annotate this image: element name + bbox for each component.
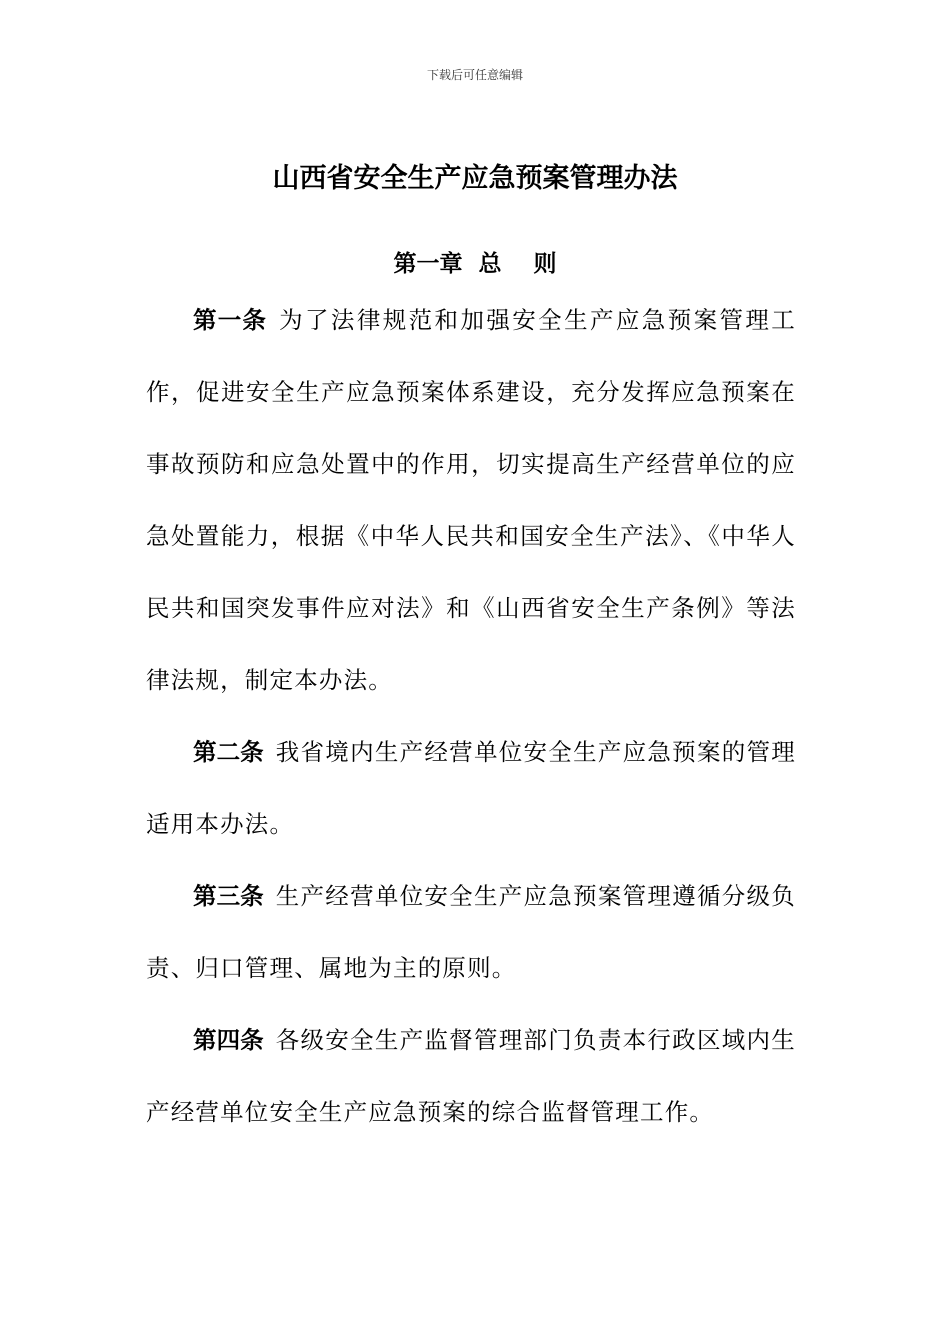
chapter-title: 第一章 总 则 bbox=[393, 251, 557, 277]
article-3 bbox=[146, 860, 796, 1004]
article-text: 生产经营单位安全生产应急预案管理遵循分级负责、归口管理、属地为主的原则。 bbox=[146, 882, 796, 982]
document-body bbox=[146, 284, 796, 1148]
article-2 bbox=[146, 716, 796, 860]
article-text: 各级安全生产监督管理部门负责本行政区域内生产经营单位安全生产应急预案的综合监督管理工作。 bbox=[146, 1026, 796, 1126]
article-text: 我省境内生产经营单位安全生产应急预案的管理适用本办法。 bbox=[146, 738, 796, 838]
article-number: 第四条 bbox=[193, 1026, 264, 1054]
article-4 bbox=[146, 1004, 796, 1148]
article-number: 第二条 bbox=[193, 738, 264, 766]
header-note: 下载后可任意编辑 bbox=[426, 68, 523, 82]
article-text: 为了法律规范和加强安全生产应急预案管理工作，促进安全生产应急预案体系建设，充分发挥应急预案在事故预防和应急处置中的作用，切实提高生产经营单位的应急处置能力，根据《中华人民共和国安全生产法》、《中华人民共和国突发事件应对法》和《山西省安全生产条例》等法律法规，制定本办法。 bbox=[146, 306, 797, 694]
document-title: 山西省安全生产应急预案管理办法 bbox=[272, 163, 678, 194]
article-number: 第一条 bbox=[193, 306, 268, 334]
article-1 bbox=[146, 284, 796, 716]
article-number: 第三条 bbox=[193, 882, 264, 910]
